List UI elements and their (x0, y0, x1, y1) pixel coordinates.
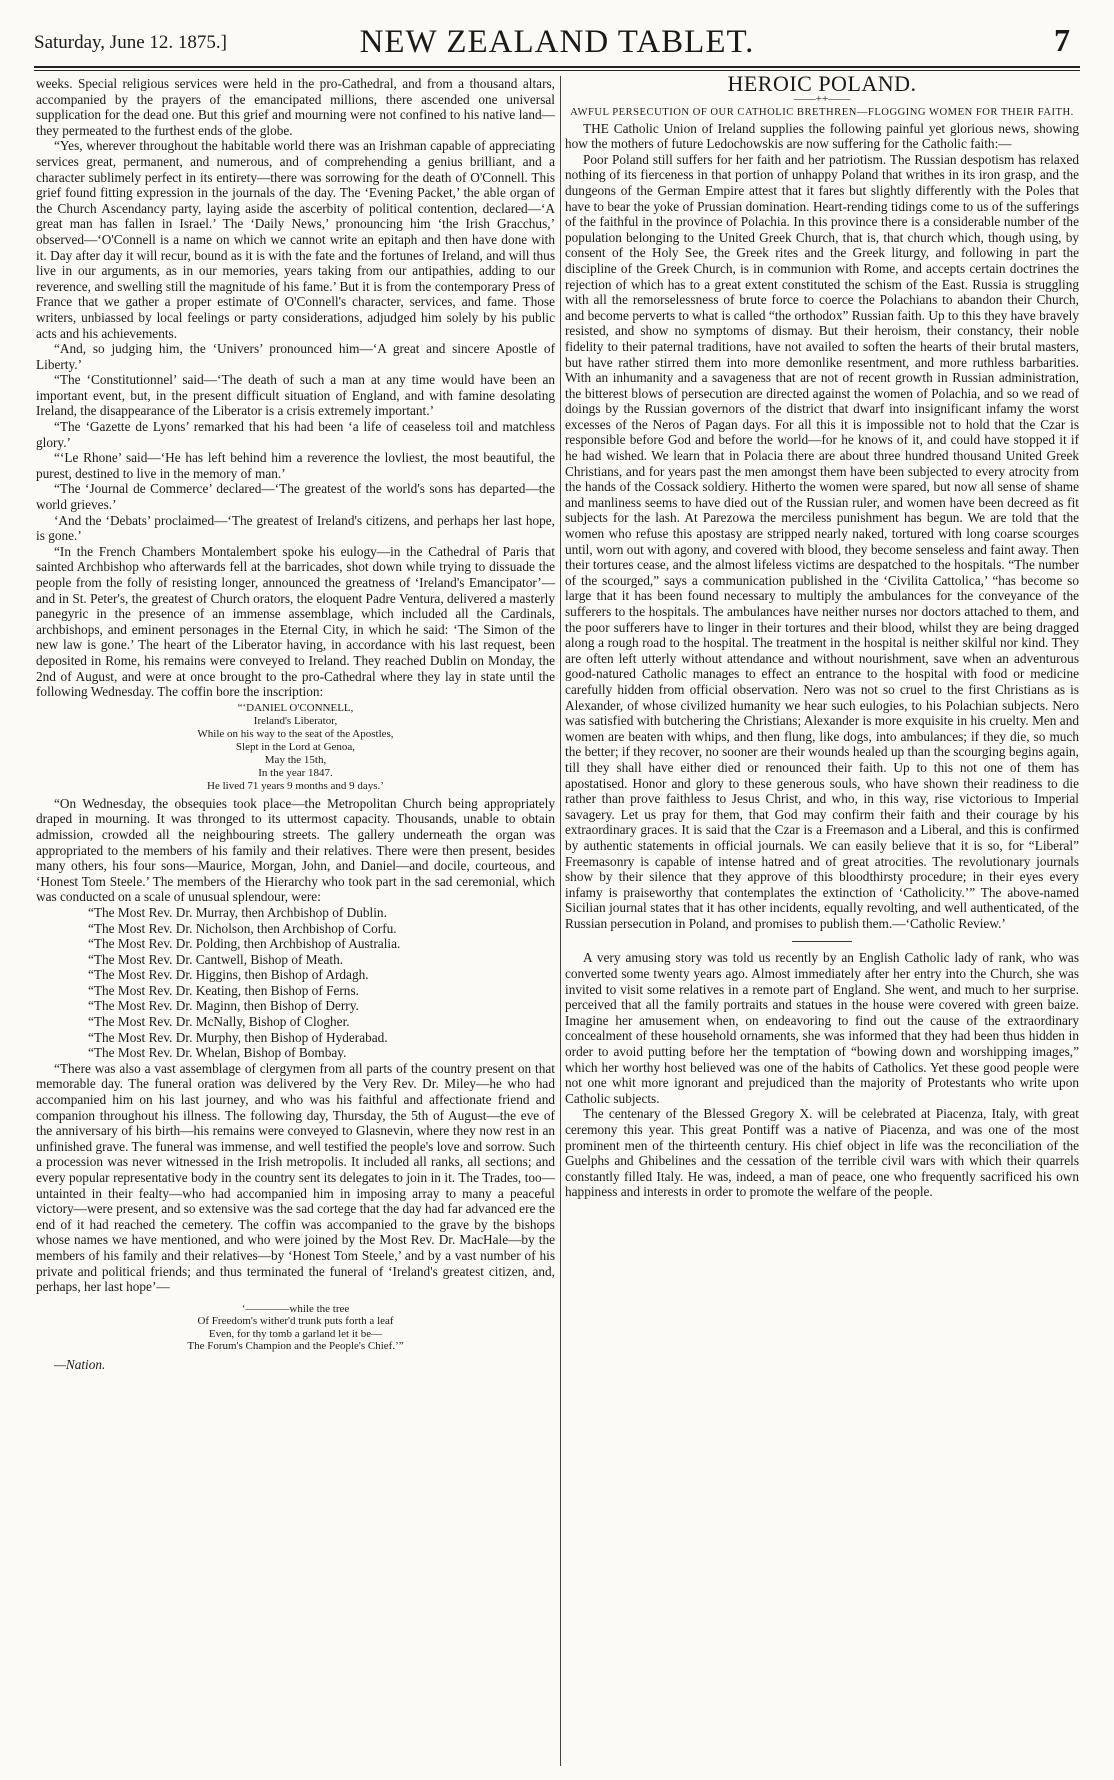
prelate-list (36, 905, 555, 1061)
paragraph: THE Catholic Union of Ireland supplies the following painful yet glorious news, showing how the mothers of future Ledochowskis are now suffering for the Catholic faith:— (565, 120, 1079, 152)
masthead-rule-thin (34, 70, 1080, 71)
paragraph: “And, so judging him, the ‘Univers’ pronounced him—‘A great and sincere Apostle of Liberty.’ (36, 341, 555, 372)
newspaper-title: NEW ZEALAND TABLET. (359, 24, 755, 60)
paragraph: The centenary of the Blessed Gregory X. will be celebrated at Piacenza, Italy, with great ceremony this year. This great Pontiff was a native of Piacenza, and was one of the most prominent men of the thirteenth century. His chief object in life was the reconciliation of the Guelphs and Ghibelines and the cessation of the terrible civil wars with which their quarrels constantly filled Italy. He was, indeed, a man of peace, one who frequently sacrificed his own happiness and interests in order to promote the welfare of the people. (565, 1106, 1079, 1200)
paragraph: “On Wednesday, the obsequies took place—the Metropolitan Church being appropriately draped in mourning. It was thronged to its uttermost capacity. Thousands, unable to obtain admission, crowded all the neighbouring streets. The gallery underneath the organ was appropriated to the members of his family and their relatives. There were then present, besides many others, his four sons—Maurice, Morgan, John, and Daniel—and docile, courteous, and ‘Honest Tom Steele.’ The members of the Hierarchy who took part in the sad ceremonial, which was conducted on a scale of unusual splendour, were: (36, 795, 555, 905)
article-heading: HEROIC POLAND. (727, 71, 917, 96)
paragraph: “The ‘Constitutionnel’ said—‘The death of such a man at any time would have been an important event, but, in the present difficult situation of England, and with famine desolating Ireland, the disappearance of the Liberator is a crisis extremely important.’ (36, 372, 555, 419)
prelate-item: “The Most Rev. Dr. McNally, Bishop of Clogher. (88, 1014, 350, 1030)
issue-date: Saturday, June 12. 1875.] (34, 32, 227, 53)
prelate-item: “The Most Rev. Dr. Cantwell, Bishop of Meath. (88, 951, 344, 967)
prelate-item: “The Most Rev. Dr. Higgins, then Bishop of Ardagh. (88, 967, 369, 983)
coffin-inscription (36, 702, 555, 793)
left-column (36, 76, 555, 1372)
paragraph: weeks. Special religious services were held in the pro-Cathedral, and from a thousand altars, accompanied by the prayers of the emancipated millions, there ascended one universal supplication for the dead one. But this grief and mourning were not confined to his native land—they permeated to the furthest ends of the globe. (36, 76, 555, 138)
article-separator (792, 941, 852, 942)
prelate-item: “The Most Rev. Dr. Murphy, then Bishop of Hyderabad. (88, 1029, 388, 1045)
paragraph: “There was also a vast assemblage of clergymen from all parts of the country present on that memorable day. The funeral oration was delivered by the Very Rev. Dr. Miley—he who had accompanied him on his last journey, and who was his faithful and affectionate friend and companion throughout his illness. The following day, Thursday, the 5th of August—the eve of the anniversary of his birth—his remains were conveyed to Glasnevin, where they now rest in an unfinished grave. The funeral was immense, and well testified the people's love and sorrow. Such a procession was never witnessed in the Irish metropolis. It included all ranks, all sections; and every popular representative body in the country sent its delegates to join in it. The Trades, too—untainted in their fealty—who had accompanied him in imposing array to many a peaceful victory—were present, and so extensive was the sad cortege that the day had far advanced ere the end of it had reached the cemetery. The coffin was accompanied to the grave by the bishops whose names we have mentioned, and who were joined by the Most Rev. Dr. MacHale—by the members of his family and their relatives—by ‘Honest Tom Steele,’ and by a vast number of his private and political friends; and thus terminated the funeral of ‘Ireland's greatest citizen, and, perhaps, her last hope’— (36, 1060, 555, 1295)
inscription-line: Ireland's Liberator, (253, 714, 338, 727)
inscription-line: While on his way to the seat of the Apostles, (197, 727, 394, 740)
paragraph: “Yes, wherever throughout the habitable world there was an Irishman capable of appreciating services great, permanent, and numerous, and of comprehending a genius brilliant, and a character sublimely perfect in its entirety—there was sorrowing for the death of O'Connell. This grief found fitting expression in the journals of the day. The ‘Evening Packet,’ the able organ of the Church Ascendancy party, laying aside the ascerbity of political contention, declared—‘A great man has fallen in Israel.’ The ‘Daily News,’ pronouncing him ‘the Irish Gracchus,’ observed—‘O'Connell is a name on which we cannot write an epitaph and then have done with it. Day after day it will recur, bound as it is with the fate and the fortunes of Ireland, and will thus live in our arguments, as in our memories, years taking from our antipathies, adding to our reverence, and swelling still the magnitude of his fame.’ But it is from the contemporary Press of France that we gather a proper estimate of O'Connell's character, services, and fame. Those writers, unbiassed by local feelings or party considerations, adjudged him solely by his public acts and his achievements. (36, 138, 555, 341)
prelate-item: “The Most Rev. Dr. Whelan, Bishop of Bombay. (88, 1045, 347, 1061)
source-attribution: —Nation. (54, 1356, 106, 1372)
verse-line: Even, for thy tomb a garland let it be— (208, 1327, 383, 1340)
verse-line: The Forum's Champion and the People's Chief.’” (187, 1340, 404, 1353)
masthead-rule (34, 66, 1080, 68)
prelate-item: “The Most Rev. Dr. Murray, then Archbishop of Dublin. (88, 904, 387, 920)
inscription-line: He lived 71 years 9 months and 9 days.’ (207, 779, 384, 792)
paragraph: A very amusing story was told us recently by an English Catholic lady of rank, who was converted some twenty years ago. Almost immediately after her entry into the Church, she was invited to visit some relatives in a remote part of England. She went, and much to her surprise. perceived that all the family portraits and statues in the house were covered with green baize. Imagine her amusement when, on endeavoring to find out the cause of the extraordinary concealment of these household ornaments, she was informed that they had been thus hidden in order to avoid putting before her the temptation of “bowing down and worshipping images,” which her worthy host believed was one of the habits of Catholics. Yet these good people were not one whit more ignorant and prejudiced than the majority of Protestants who write upon Catholic subjects. (565, 950, 1079, 1106)
inscription-line: Slept in the Lord at Genoa, (235, 740, 356, 753)
prelate-item: “The Most Rev. Dr. Keating, then Bishop of Ferns. (88, 982, 359, 998)
paragraph: “In the French Chambers Montalembert spoke his eulogy—in the Cathedral of Paris that sainted Archbishop who afterwards fell at the barricades, shot down while trying to dissuade the people from the folly of resisting longer, announced the greatness of ‘Ireland's Emancipator’—and in St. Peter's, the greatest of Church orators, the eloquent Padre Ventura, delivered a masterly panegyric in the presence of an immense assemblage, which included all the Cardinals, archbishops, and eminent personages in the Eternal City, in which he said: ‘The Simon of the new law is gone.’ The heart of the Liberator having, in accordance with his last request, been deposited in Rome, his remains were conveyed to Ireland. They reached Dublin on Monday, the 2nd of August, and were at once brought to the pro-Cathedral where they lay in state until the following Wednesday. The coffin bore the inscription: (36, 543, 555, 700)
inscription-line: May the 15th, (264, 753, 327, 766)
inscription-line: “‘DANIEL O'CONNELL, (237, 701, 354, 714)
prelate-item: “The Most Rev. Dr. Nicholson, then Archbishop of Corfu. (88, 920, 397, 936)
inscription-line: In the year 1847. (258, 766, 333, 779)
paragraph: “‘Le Rhone’ said—‘He has left behind him a reverence the lovliest, the most beautiful, the purest, destined to live in the memory of man.’ (36, 450, 555, 481)
verse-line: ‘————while the tree (241, 1302, 350, 1315)
verse-line: Of Freedom's wither'd trunk puts forth a leaf (197, 1315, 394, 1328)
paragraph: ‘And the ‘Debats’ proclaimed—‘The greatest of Ireland's citizens, and perhaps her last hope, is gone.’ (36, 512, 555, 544)
paragraph: “The ‘Gazette de Lyons’ remarked that his had been ‘a life of ceaseless toil and matchless glory.’ (36, 419, 555, 450)
masthead (34, 8, 1080, 64)
paragraph: Poor Poland still suffers for her faith and her patriotism. The Russian despotism has relaxed nothing of its fierceness in that portion of unhappy Poland that writhes in its iron grasp, and the dungeons of the German Empire attest that it fares but slightly differently with the Poles that have to bear the yoke of Prussian domination. Heart-rending tidings come to us of the sufferings of the faithful in the province of Polachia. In this province there is a considerable number of the population belonging to the United Greek Church, that is, that church which, though using, by consent of the Holy See, the Greek rites and the Greek liturgy, and following in part the discipline of the Greek Church, is in communion with Rome, and accepts certain doctrines the rejection of which has to a great extent constituted the schism of the East. Russia is struggling with all the remorselessness of brute force to coerce the Polachians to abandon their Church, and become perverts to what is called “the orthodox” Russian faith. Up to this they have bravely resisted, and show no symptoms of dismay. But their heroism, their constancy, their noble fidelity to their paternal traditions, have not availed to soften the hearts of their brutal masters, but have rather stirred them into more demonlike resentment, and more ruthless barbarities. With an inhumanity and a savageness that are not of recent growth in Russian administration, the bitterest blows of persecution are directed against the women of Polachia, and so we read of doings by the Russian governors of the district that dwarf into insignificant infamy the worst excesses of the Neros of Pagan days. For all this it is impossible not to hold that the Czar is responsible before God and before the world—for he knows of it, and could have stopped it if he had wished. We learn that in Polacia there are about three hundred thousand United Greek Christians, and for years past the men amongst them have been subjected to every atrocity from the hands of the Cossack soldiery. Hitherto the women were spared, but now all sense of shame and manliness seems to have died out of the Russian ruler, and women have been decreed as fit subjects for the lash. At Parezowa the merciless punishment has begun. We are told that the women who refuse this apostasy are stripped nearly naked, tortured with long coarse scourges until, worn out with agony, and covered with blood, they become senseless and faint away. Then their tortures cease, and the almost lifeless victims are despatched to the hospitals. “The number of the scourged,” says a communication published in the ‘Civilita Cattolica,’ “has become so large that it has been found necessary to multiply the ambulances for the conveyance of the sufferers to the hospitals. The ambulances have neither nurses nor doctors attached to them, and the poor sufferers have to linger in their tortures and their blood, whilst they are being dragged along a rough road to the hospital. The treatment in the hospital is neither skilful nor kind. They are often left utterly without attendance and without nourishment, save when an adventurous good-natured Catholic manages to effect an entrance to the hospital with food or medicine carefully hidden from official observation. Nero was not so cruel to the first Christians as is Alexander, of whose civilized humanity we hear such eulogies, to his Polachian subjects. Nero was satisfied with butchering the Christians; Alexander is more exquisite in his cruelty. Men and women are beaten with whips, and then flung, like dogs, into ambulances; if they die, so much the better; if they recover, no sooner are their wounds healed up than the scourging begins again, till they shall have either died or renounced their faith. Up to this not one of them has apostatised. Honor and glory to these generous souls, who have shown their readiness to die rather than prove faithless to Jesus Christ, and who, in this way, rise victorious to Imperial savagery. Let us pray for them, that God may confirm their faith and their courage by his extraordinary graces. It is said that the Czar is a Freemason and a Liberal, and this is confirmed by authentic statements in official journals. We can easily believe that it is so, for “Liberal” Freemasonry is capable of intense hatred and of great atrocities. The revolutionary journals show by their silence that they approve of this bloodthirsty procedure; in their eyes every infamy is praiseworthy that contemplates the extinction of ‘Catholicity.’” The above-named Sicilian journal states that it has other incidents, equally revolting, and well authenticated, of the Russian persecution in Poland, and promises to publish them.—‘Catholic Review.’ (565, 151, 1079, 931)
column-divider (560, 76, 561, 1766)
heading-ornament: ——++—— (793, 92, 851, 105)
paragraph: “The ‘Journal de Commerce’ declared—‘The greatest of the world's sons has departed—the world grieves.’ (36, 481, 555, 513)
article-subheading: AWFUL PERSECUTION OF OUR CATHOLIC BRETHREN—FLOGGING WOMEN FOR THEIR FAITH. (570, 106, 1074, 118)
right-column (565, 71, 1079, 1200)
prelate-item: “The Most Rev. Dr. Maginn, then Bishop of Derry. (88, 998, 359, 1014)
verse-quotation (36, 1303, 555, 1353)
prelate-item: “The Most Rev. Dr. Polding, then Archbishop of Australia. (88, 936, 401, 952)
page-number: 7 (1054, 22, 1070, 58)
